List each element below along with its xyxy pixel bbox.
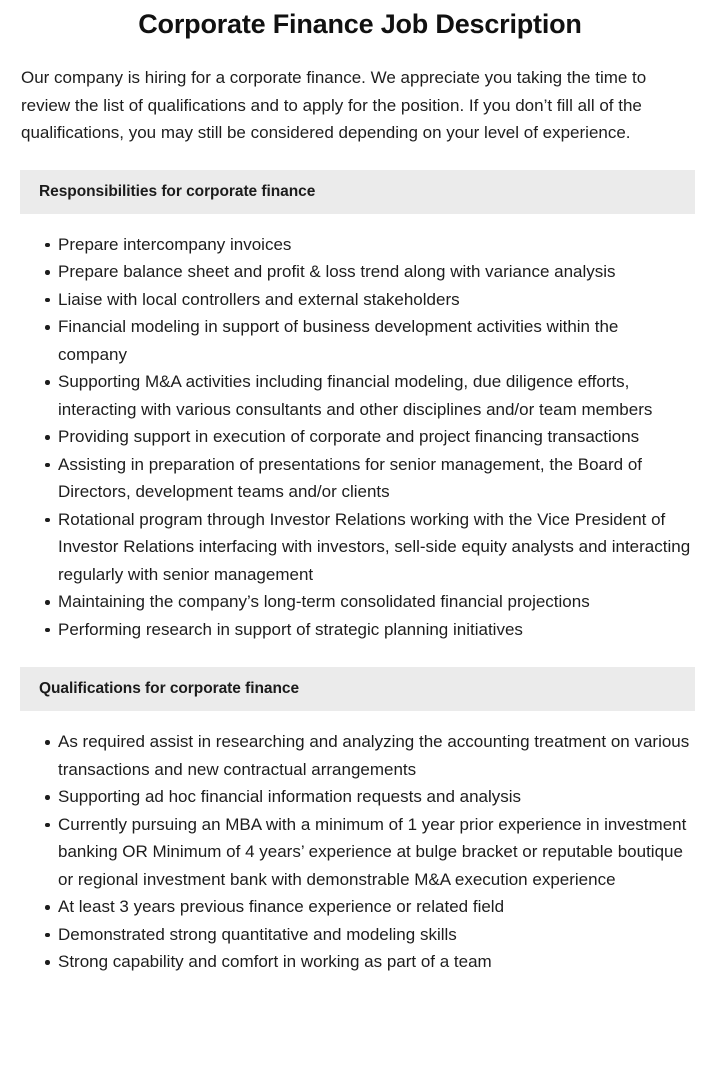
section-heading-bar xyxy=(20,170,695,214)
section-heading-bar xyxy=(20,667,695,711)
list-item: Liaise with local controllers and external stakeholders xyxy=(58,286,692,314)
bullet-list xyxy=(0,214,720,644)
list-item: At least 3 years previous finance experience or related field xyxy=(58,893,692,921)
list-item: Financial modeling in support of business development activities within the company xyxy=(58,313,692,368)
list-item: Maintaining the company’s long-term consolidated financial projections xyxy=(58,588,692,616)
list-item: Performing research in support of strategic planning initiatives xyxy=(58,616,692,644)
section-heading-label: Qualifications for corporate finance xyxy=(39,680,300,697)
sections-container xyxy=(0,170,720,976)
bullet-list xyxy=(0,711,720,976)
list-item: Rotational program through Investor Relations working with the Vice President of Investor Relations interfacing with investors, sell-side equity analysts and interacting regularly with senior management xyxy=(58,506,692,589)
section xyxy=(0,667,720,976)
list-item: Prepare balance sheet and profit & loss trend along with variance analysis xyxy=(58,258,692,286)
section-heading-label: Responsibilities for corporate finance xyxy=(39,182,316,200)
list-item: Demonstrated strong quantitative and modeling skills xyxy=(58,921,692,949)
list-item: Prepare intercompany invoices xyxy=(58,231,692,259)
list-item: Currently pursuing an MBA with a minimum of 1 year prior experience in investment banking OR Minimum of 4 years’ experience at bulge bracket or reputable boutique or regional investment bank with demonstrable M&A execution experience xyxy=(58,811,692,894)
intro-paragraph: Our company is hiring for a corporate finance. We appreciate you taking the time to review the list of qualifications and to apply for the position. If you don’t fill all of the qualifications, you may still be considered depending on your level of experience. xyxy=(21,68,647,142)
list-item: As required assist in researching and analyzing the accounting treatment on various transactions and new contractual arrangements xyxy=(58,728,692,783)
bottom-spacer xyxy=(0,976,720,992)
list-item: Supporting ad hoc financial information requests and analysis xyxy=(58,783,692,811)
list-item: Strong capability and comfort in working as part of a team xyxy=(58,948,692,976)
section xyxy=(0,170,720,644)
list-item: Assisting in preparation of presentations for senior management, the Board of Directors, development teams and/or clients xyxy=(58,451,692,506)
list-item: Supporting M&A activities including financial modeling, due diligence efforts, interacting with various consultants and other disciplines and/or team members xyxy=(58,368,692,423)
list-item: Providing support in execution of corporate and project financing transactions xyxy=(58,423,692,451)
page-title: Corporate Finance Job Description xyxy=(138,9,582,39)
